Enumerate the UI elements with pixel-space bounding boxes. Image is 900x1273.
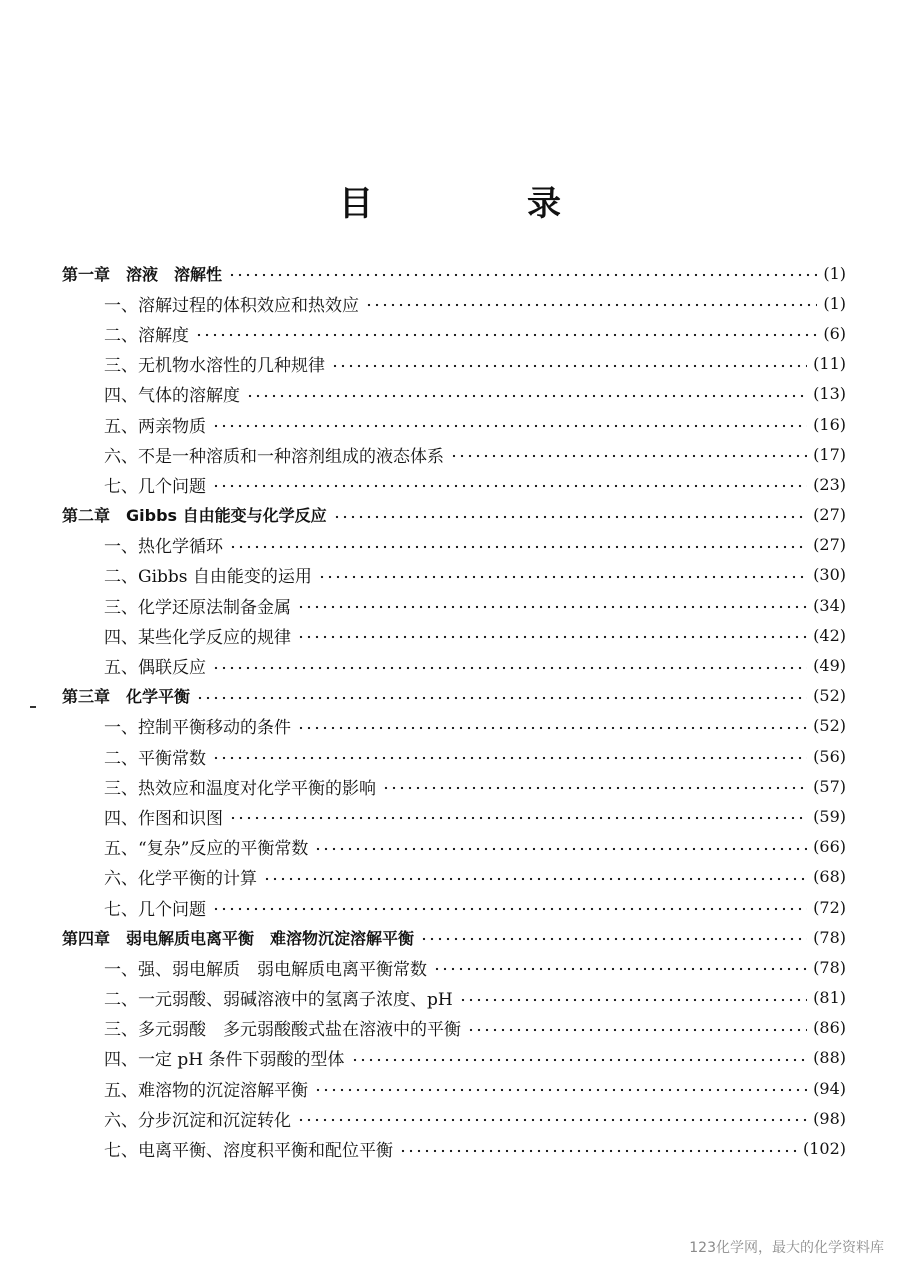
toc-entry-label: 五、难溶物的沉淀溶解平衡 <box>104 1080 308 1101</box>
toc-section-row <box>62 650 846 680</box>
toc-page-number: (78) <box>813 927 846 947</box>
dot-leader <box>399 1149 797 1153</box>
dot-leader <box>229 816 807 820</box>
toc-page-number: (49) <box>813 656 846 676</box>
toc-section-row <box>62 771 846 801</box>
toc-page-number: (68) <box>813 867 846 887</box>
dot-leader <box>314 847 807 851</box>
toc-entry-label: 一、控制平衡移动的条件 <box>104 718 291 739</box>
toc-entry-label: 五、“复杂”反应的平衡常数 <box>104 839 309 860</box>
toc-page-number: (78) <box>813 957 846 977</box>
toc-chapter-row <box>62 922 846 952</box>
toc-section-row <box>62 892 846 922</box>
dot-leader <box>382 786 807 790</box>
toc-page-number: (81) <box>813 988 846 1008</box>
toc-entry-label: 一、溶解过程的体积效应和热效应 <box>104 295 359 316</box>
dot-leader <box>297 605 807 609</box>
toc-entry-label: 五、偶联反应 <box>104 658 206 679</box>
toc-section-row <box>62 439 846 469</box>
toc-section-row <box>62 711 846 741</box>
toc-entry-label: 三、化学还原法制备金属 <box>104 597 291 618</box>
toc-section-row <box>62 349 846 379</box>
dot-leader <box>467 1028 807 1032</box>
toc-entry-label: 一、强、弱电解质 弱电解质电离平衡常数 <box>104 959 427 980</box>
toc-page-number: (66) <box>813 837 846 857</box>
toc-page-number: (102) <box>802 1139 846 1159</box>
toc-chapter-row <box>62 681 846 711</box>
toc-entry-label: 二、平衡常数 <box>104 748 206 769</box>
dot-leader <box>229 545 807 549</box>
toc-page-number: (6) <box>823 323 846 343</box>
dot-leader <box>212 484 807 488</box>
toc-page-number: (88) <box>813 1048 846 1068</box>
toc-page-number: (94) <box>813 1078 846 1098</box>
toc-entry-label: 第一章 溶液 溶解性 <box>62 264 223 284</box>
toc-section-row <box>62 862 846 892</box>
toc-section-row <box>62 288 846 318</box>
toc-section-row <box>62 1133 846 1163</box>
toc-section-row <box>62 590 846 620</box>
dot-leader <box>212 666 807 670</box>
toc-entry-label: 六、分步沉淀和沉淀转化 <box>104 1110 291 1131</box>
toc-page-number: (98) <box>813 1108 846 1128</box>
toc-page-number: (86) <box>813 1018 846 1038</box>
toc-page-number: (27) <box>813 505 846 525</box>
dot-leader <box>297 635 807 639</box>
dot-leader <box>459 998 807 1002</box>
toc-entry-label: 三、多元弱酸 多元弱酸酸式盐在溶液中的平衡 <box>104 1020 461 1041</box>
toc-section-row <box>62 741 846 771</box>
toc-page-number: (72) <box>813 897 846 917</box>
toc-entry-label: 第二章 Gibbs 自由能变与化学反应 <box>62 506 327 526</box>
toc-section-row <box>62 952 846 982</box>
dot-leader <box>318 575 807 579</box>
dot-leader <box>297 1118 807 1122</box>
table-of-contents <box>62 258 846 1164</box>
toc-page-number: (52) <box>813 716 846 736</box>
toc-entry-label: 四、作图和识图 <box>104 808 223 829</box>
toc-entry-label: 四、某些化学反应的规律 <box>104 627 291 648</box>
dot-leader <box>263 877 807 881</box>
dot-leader <box>450 454 807 458</box>
toc-page-number: (13) <box>813 384 846 404</box>
dot-leader <box>351 1058 808 1062</box>
toc-entry-label: 七、电离平衡、溶度积平衡和配位平衡 <box>104 1141 393 1162</box>
toc-entry-label: 四、一定 pH 条件下弱酸的型体 <box>104 1050 345 1071</box>
toc-section-row <box>62 560 846 590</box>
toc-page-number: (34) <box>813 595 846 615</box>
toc-page-number: (42) <box>813 625 846 645</box>
toc-entry-label: 第四章 弱电解质电离平衡 难溶物沉淀溶解平衡 <box>62 928 415 948</box>
toc-page-number: (16) <box>813 414 846 434</box>
dot-leader <box>331 364 807 368</box>
dot-leader <box>333 515 808 519</box>
toc-entry-label: 二、Gibbs 自由能变的运用 <box>104 567 312 588</box>
toc-page-number: (57) <box>813 776 846 796</box>
toc-section-row <box>62 318 846 348</box>
toc-entry-label: 五、两亲物质 <box>104 416 206 437</box>
toc-page-number: (1) <box>823 293 846 313</box>
toc-page-number: (1) <box>823 263 846 283</box>
dot-leader <box>314 1088 807 1092</box>
dot-leader <box>195 333 817 337</box>
toc-entry-label: 四、气体的溶解度 <box>104 386 240 407</box>
toc-chapter-row <box>62 500 846 530</box>
toc-entry-label: 二、溶解度 <box>104 325 189 346</box>
toc-section-row <box>62 1043 846 1073</box>
toc-section-row <box>62 620 846 650</box>
toc-page-number: (27) <box>813 535 846 555</box>
toc-section-row <box>62 1103 846 1133</box>
toc-page-number: (56) <box>813 746 846 766</box>
toc-section-row <box>62 530 846 560</box>
toc-section-row <box>62 983 846 1013</box>
dot-leader <box>228 273 817 277</box>
toc-entry-label: 六、化学平衡的计算 <box>104 869 257 890</box>
toc-section-row <box>62 832 846 862</box>
dot-leader <box>297 726 807 730</box>
toc-section-row <box>62 801 846 831</box>
dot-leader <box>212 424 807 428</box>
margin-mark <box>30 706 36 708</box>
toc-page-number: (11) <box>813 354 846 374</box>
watermark-text: 123化学网，最大的化学资料库 <box>689 1240 884 1256</box>
toc-page-number: (30) <box>813 565 846 585</box>
toc-page-number: (23) <box>813 474 846 494</box>
dot-leader <box>212 907 807 911</box>
dot-leader <box>246 394 807 398</box>
toc-entry-label: 七、几个问题 <box>104 899 206 920</box>
toc-page-number: (52) <box>813 686 846 706</box>
toc-page-number: (59) <box>813 806 846 826</box>
toc-section-row <box>62 379 846 409</box>
toc-entry-label: 二、一元弱酸、弱碱溶液中的氢离子浓度、pH <box>104 990 453 1011</box>
toc-entry-label: 三、无机物水溶性的几种规律 <box>104 356 325 377</box>
dot-leader <box>212 756 807 760</box>
toc-page-number: (17) <box>813 444 846 464</box>
toc-entry-label: 一、热化学循环 <box>104 537 223 558</box>
page-title: 目 录 <box>339 184 621 224</box>
toc-entry-label: 六、不是一种溶质和一种溶剂组成的液态体系 <box>104 446 444 467</box>
toc-entry-label: 三、热效应和温度对化学平衡的影响 <box>104 778 376 799</box>
dot-leader <box>365 303 817 307</box>
dot-leader <box>433 967 807 971</box>
toc-entry-label: 第三章 化学平衡 <box>62 687 191 707</box>
dot-leader <box>420 937 807 941</box>
toc-section-row <box>62 469 846 499</box>
toc-section-row <box>62 1073 846 1103</box>
toc-entry-label: 七、几个问题 <box>104 476 206 497</box>
toc-section-row <box>62 409 846 439</box>
toc-section-row <box>62 1013 846 1043</box>
dot-leader <box>196 696 807 700</box>
toc-chapter-row <box>62 258 846 288</box>
